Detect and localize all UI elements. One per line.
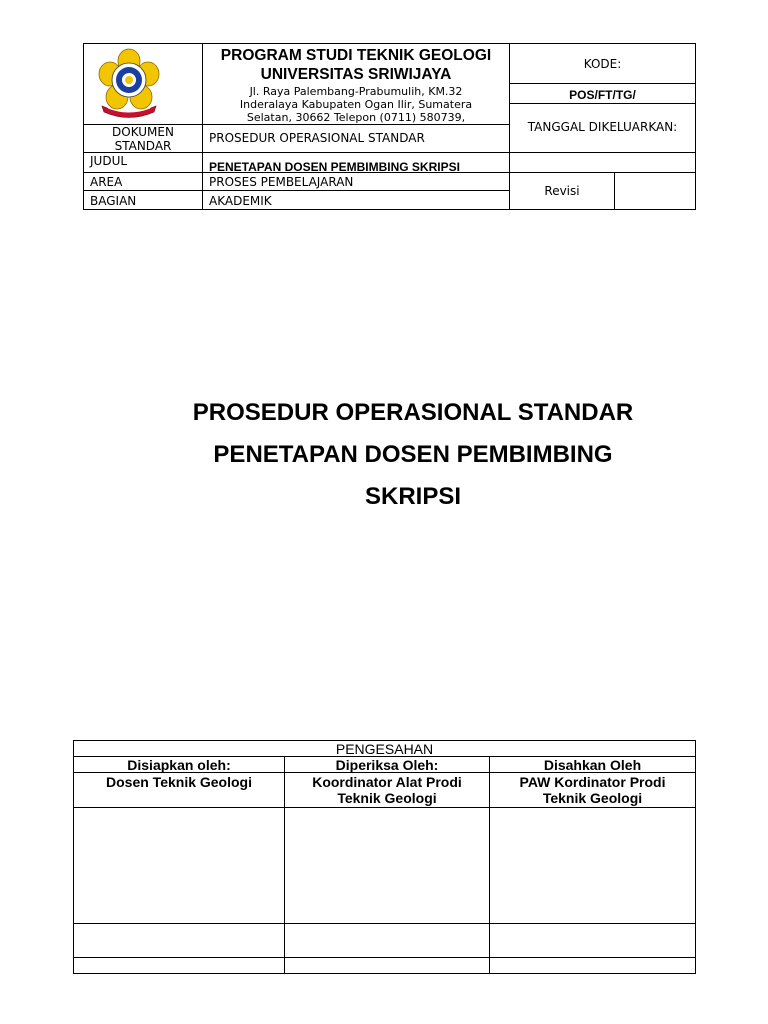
date-cell bbox=[489, 923, 696, 958]
signature-cell bbox=[284, 807, 490, 924]
institution-cell bbox=[202, 43, 510, 125]
role-label: Diperiksa Oleh: bbox=[335, 757, 439, 773]
date-cell bbox=[73, 923, 285, 958]
role-cell bbox=[73, 756, 285, 773]
revisi-label-cell bbox=[509, 172, 615, 210]
kode-label: KODE: bbox=[583, 57, 622, 71]
document-title-line: SKRIPSI bbox=[364, 483, 462, 510]
role-label: Disiapkan oleh: bbox=[127, 757, 231, 773]
program-name: PROGRAM STUDI TEKNIK GEOLOGI bbox=[220, 47, 492, 64]
header-table bbox=[83, 43, 696, 210]
signature-cell bbox=[489, 807, 696, 924]
row-label-dokumen: DOKUMEN STANDAR bbox=[83, 124, 203, 153]
name-cell bbox=[284, 772, 490, 808]
role-cell bbox=[489, 756, 696, 773]
role-label: Disahkan Oleh bbox=[543, 757, 642, 773]
address-line: Selatan, 30662 Telepon (0711) 580739, bbox=[246, 111, 466, 124]
footer-cell bbox=[284, 957, 490, 974]
address-line: Jl. Raya Palembang-Prabumulih, KM.32 bbox=[249, 85, 463, 98]
row-label-judul: JUDUL bbox=[83, 152, 203, 173]
revisi-label: Revisi bbox=[544, 184, 580, 198]
row-value-judul: PENETAPAN DOSEN PEMBIMBING SKRIPSI bbox=[202, 152, 510, 173]
university-logo bbox=[94, 48, 164, 120]
signatory-name: Koordinator Alat Prodi bbox=[312, 774, 462, 790]
logo-cell bbox=[83, 43, 203, 125]
row-value-area: PROSES PEMBELAJARAN bbox=[202, 172, 510, 191]
row-label-bagian: BAGIAN bbox=[83, 190, 203, 210]
name-cell bbox=[73, 772, 285, 808]
kode-value: POS/FT/TG/ bbox=[569, 88, 636, 102]
date-cell bbox=[284, 923, 490, 958]
approval-title: PENGESAHAN bbox=[335, 741, 434, 757]
document-title-line: PENETAPAN DOSEN PEMBIMBING bbox=[213, 441, 613, 468]
document-title-line: PROSEDUR OPERASIONAL STANDAR bbox=[192, 399, 634, 426]
revisi-value-cell bbox=[614, 172, 696, 210]
address-line: Inderalaya Kabupaten Ogan Ilir, Sumatera bbox=[239, 98, 473, 111]
tanggal-label: TANGGAL DIKELUARKAN: bbox=[527, 120, 678, 134]
signature-cell bbox=[73, 807, 285, 924]
role-cell bbox=[284, 756, 490, 773]
row-value-dokumen: PROSEDUR OPERASIONAL STANDAR bbox=[202, 124, 510, 153]
signatory-name: Teknik Geologi bbox=[337, 790, 437, 806]
footer-cell bbox=[73, 957, 285, 974]
approval-title-cell bbox=[73, 740, 696, 757]
row-label-area: AREA bbox=[83, 172, 203, 191]
footer-cell bbox=[489, 957, 696, 974]
approval-table bbox=[73, 740, 696, 974]
blank-cell bbox=[509, 152, 696, 173]
kode-label-cell bbox=[509, 43, 696, 84]
kode-value-cell bbox=[509, 83, 696, 104]
signatory-name: Teknik Geologi bbox=[542, 790, 643, 806]
university-name: UNIVERSITAS SRIWIJAYA bbox=[260, 66, 452, 83]
tanggal-cell bbox=[509, 103, 696, 153]
row-value-bagian: AKADEMIK bbox=[202, 190, 510, 210]
name-cell bbox=[489, 772, 696, 808]
signatory-name: PAW Kordinator Prodi bbox=[519, 774, 666, 790]
signatory-name: Dosen Teknik Geologi bbox=[106, 774, 252, 790]
document-title bbox=[100, 392, 726, 518]
